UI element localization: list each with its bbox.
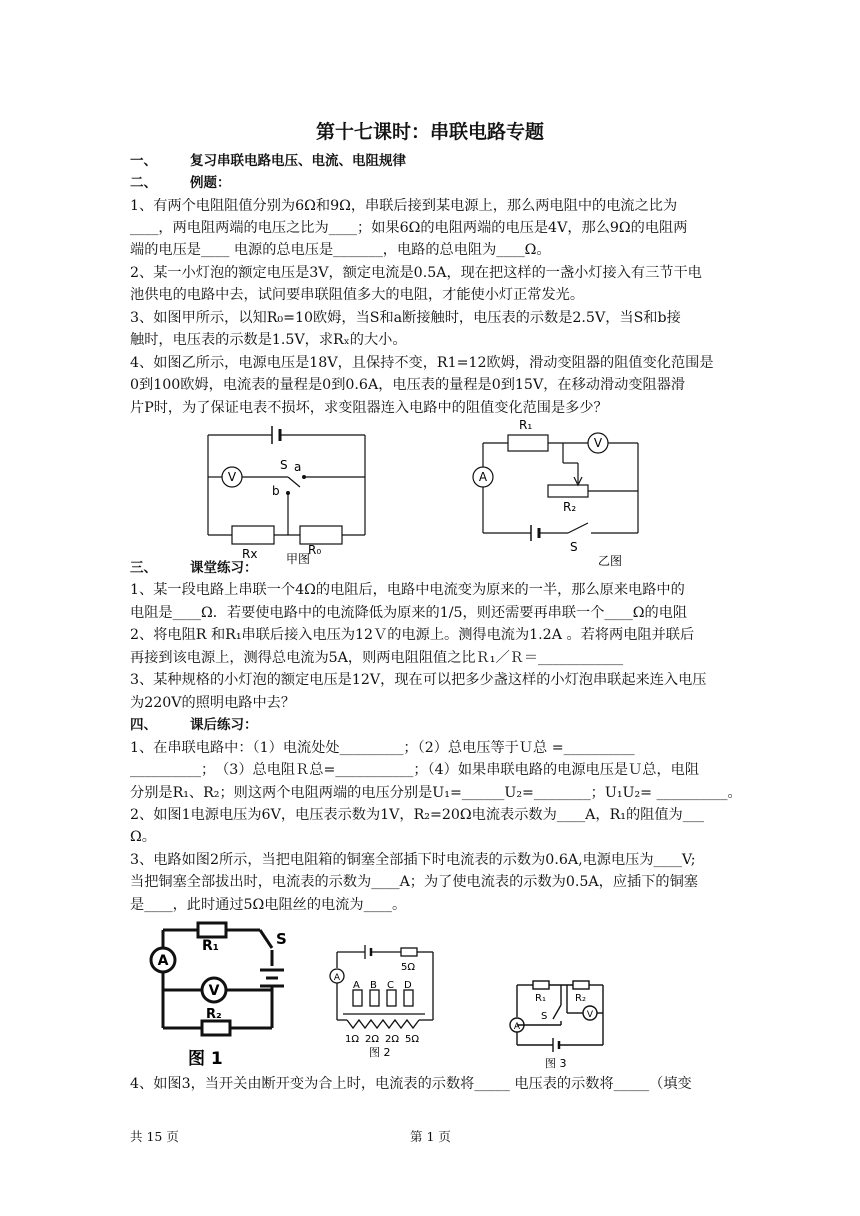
circuit-figure-3 [505, 975, 615, 1075]
homework-line: 当把铜塞全部拔出时，电流表的示数为____A；为了使电流表的示数为0.5A，应插下的铜塞 [130, 874, 698, 890]
example-line: ____，两电阻两端的电压之比为____；如果6Ω的电阻两端的电压是4V，那么9Ω的电阻两 [130, 220, 688, 236]
resistor-rx-label: Rx [242, 547, 258, 561]
circuit-figure-1 [148, 918, 293, 1068]
section-heading-3: 三、 课堂练习： [130, 560, 258, 576]
switch-label: S [570, 540, 578, 554]
homework-line: Ω。 [130, 829, 156, 845]
switch-label: S [541, 1011, 548, 1022]
coil-value-label: 2Ω [385, 1034, 400, 1045]
voltmeter-label: V [208, 983, 220, 999]
practice-line: 1、某一段电路上串联一个4Ω的电阻后，电路中电流变为原来的一半，那么原来电路中的 [130, 582, 685, 598]
ammeter-label: A [478, 470, 488, 484]
circuit-figure-jia [200, 415, 375, 565]
example-line: 2、某一小灯泡的额定电压是3V，额定电流是0.5A，现在把这样的一盏小灯接入有三节干电 [130, 265, 702, 281]
coil-value-label: 2Ω [365, 1034, 380, 1045]
practice-line: 为220V的照明电路中去？ [130, 695, 296, 711]
resistor-r1-label: R₁ [519, 418, 533, 432]
resistor-r1-label: R₁ [535, 993, 546, 1004]
homework-line: 分别是R₁、R₂；则这两个电阻两端的电压分别是U₁=______U₂=________；U₁U₂= __________。 [130, 785, 742, 801]
resistor-r1-label: R₁ [202, 938, 219, 954]
contact-a-label: a [294, 460, 302, 474]
homework-line: 2、如图1电源电压为6V，电压表示数为1V，R₂=20Ω电流表示数为____A，R₁的阻值为___ [130, 807, 705, 823]
resistor-r0-label: R₀ [308, 543, 322, 557]
figure-caption: 图 1 [188, 1049, 223, 1068]
example-line: 3、如图甲所示，以知R₀=10欧姆，当S和a断接触时，电压表的示数是2.5V，当S和b接 [130, 310, 681, 326]
example-line: 池供电的电路中去，试问要串联阻值多大的电阻，才能使小灯正常发光。 [130, 287, 585, 303]
homework-line: __________； （3）总电阻Ｒ总=___________；（4）如果串联电路的电源电压是Ｕ总，电阻 [130, 762, 700, 778]
practice-line: 电阻是____Ω．若要使电路中的电流降低为原来的1/5，则还需要再串联一个____Ω的电阻 [130, 605, 688, 621]
example-line: 1、有两个电阻阻值分别为6Ω和9Ω，串联后接到某电源上，那么两电阻中的电流之比为 [130, 198, 678, 214]
footer-total-pages: 共 15 页 [130, 1129, 179, 1144]
contact-b-label: b [272, 484, 280, 498]
circuit-figure-yi [463, 413, 653, 568]
coil-value-label: 1Ω [345, 1034, 360, 1045]
figure-caption: 图 3 [545, 1057, 567, 1070]
practice-line: 3、某种规格的小灯泡的额定电压是12V，现在可以把多少盏这样的小灯泡串联起来连入电压 [130, 672, 707, 688]
homework-line: 1、在串联电路中：（1）电流处处_________；（2）总电压等于Ｕ总 =__________ [130, 740, 635, 756]
section-heading-4: 四、 课后练习： [130, 717, 258, 733]
example-line: 触时，电压表的示数是1.5V，求Rₓ的大小。 [130, 332, 407, 348]
homework-line: 4、如图3，当开关由断开变为合上时，电流表的示数将_____ 电压表的示数将_____（填变 [130, 1076, 692, 1092]
example-line: 0到100欧姆，电流表的量程是0到0.6A，电压表的量程是0到15V，在移动滑动变阻器滑 [130, 377, 686, 393]
resistor-label: 5Ω [401, 962, 416, 973]
resistor-r2-label: R₂ [206, 1007, 222, 1022]
ammeter-label: A [513, 1022, 521, 1032]
voltmeter-label: V [586, 1010, 594, 1020]
voltmeter-label: V [593, 436, 603, 450]
homework-line: 3、电路如图2所示，当把电阻箱的铜塞全部插下时电流表的示数为0.6A,电源电压为____V; [130, 852, 696, 868]
ammeter-label: A [333, 973, 341, 983]
circuit-figure-2 [325, 940, 445, 1070]
ammeter-label: A [157, 953, 169, 969]
plug-label: C [387, 980, 394, 991]
coil-value-label: 5Ω [405, 1034, 420, 1045]
voltmeter-label: V [227, 470, 237, 484]
figure-caption: 乙图 [598, 554, 623, 568]
plug-label: A [353, 980, 360, 991]
example-line: 端的电压是____ 电源的总电压是_______，电路的总电阻为____Ω。 [130, 242, 551, 258]
resistor-r2-label: R₂ [575, 993, 586, 1004]
example-line: 片P时，为了保证电表不损坏，求变阻器连入电路中的阻值变化范围是多少？ [130, 400, 608, 416]
plug-label: D [404, 980, 412, 991]
page-title: 第十七课时：串联电路专题 [315, 121, 544, 143]
plug-label: B [370, 980, 377, 991]
practice-line: 2、将电阻R 和R₁串联后接入电压为12Ｖ的电源上。测得电流为1.2A 。若将两电阻并联后 [130, 627, 695, 643]
homework-line: 是____，此时通过5Ω电阻丝的电流为____。 [130, 897, 407, 913]
rheostat-r2-label: R₂ [563, 500, 577, 514]
section-heading-1: 一、 复习串联电路电压、电流、电阻规律 [130, 153, 406, 169]
section-heading-2: 二、 例题： [130, 175, 231, 191]
figure-caption: 图 2 [369, 1046, 391, 1059]
figure-caption: 甲图 [286, 552, 311, 565]
example-line: 4、如图乙所示，电源电压是18V，且保持不变，R1=12欧姆，滑动变阻器的阻值变化范围是 [130, 355, 714, 371]
footer-page-number: 第 1 页 [410, 1129, 451, 1144]
practice-line: 再接到该电源上，测得总电流为5A，则两电阻阻值之比Ｒ₁／Ｒ＝____________ [130, 650, 624, 666]
switch-label: S [276, 930, 287, 948]
switch-label: S [280, 458, 288, 472]
